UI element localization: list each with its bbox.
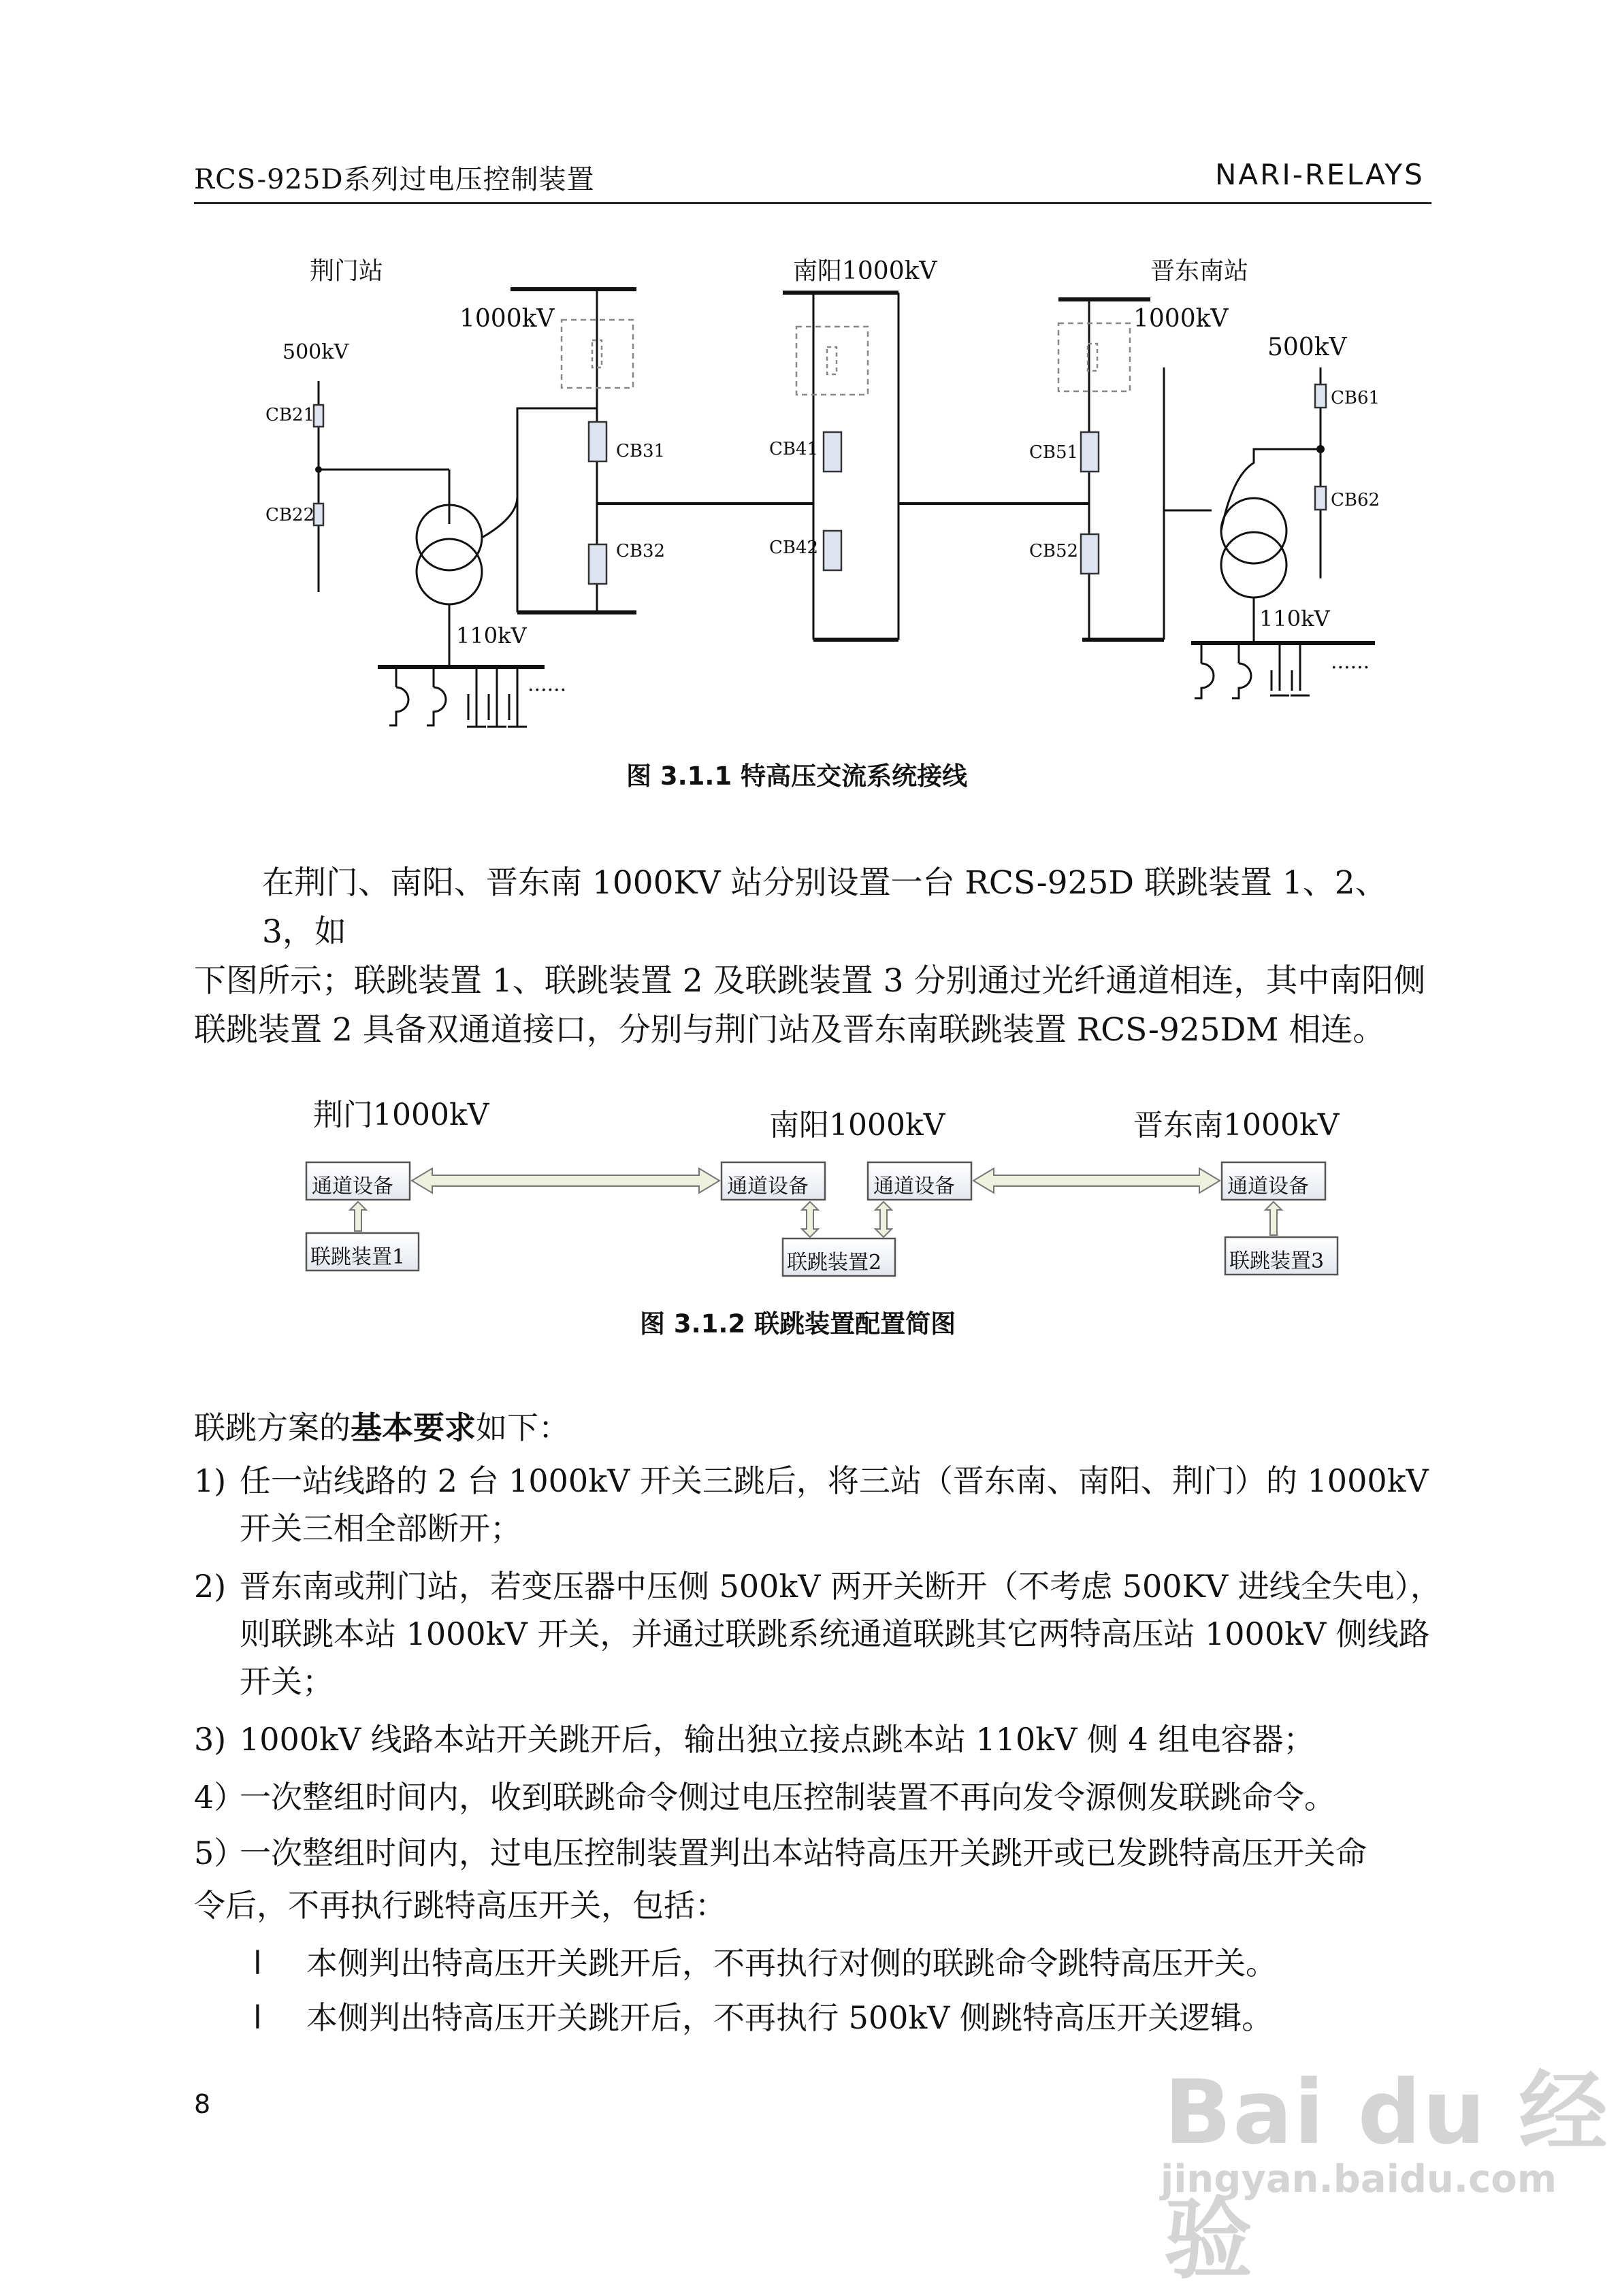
fig2-device-3: 联跳装置3 (1229, 1249, 1325, 1273)
requirement-4-num: 4） (194, 1779, 246, 1816)
requirement-1-line-2: 开关三相全部断开； (240, 1510, 521, 1547)
fig1-jd-110kv: 110kV (1259, 606, 1330, 632)
requirements-intro-c: 如下： (476, 1409, 570, 1446)
header-title: RCS-925D系列过电压控制装置 (194, 164, 595, 195)
paragraph-line-1: 在荆门、南阳、晋东南 1000KV 站分别设置一台 RCS-925D 联跳装置 1、2、3，如 (262, 864, 1387, 951)
requirement-4-line-1: 一次整组时间内，收到联跳命令侧过电压控制装置不再向发令源侧发联跳命令。 (240, 1779, 1335, 1816)
fig1-station-jindongnan: 晋东南站 (1150, 257, 1249, 285)
fig1-cb21: CB21 (265, 405, 315, 425)
bullet-2-mark: l (253, 1999, 262, 2036)
header-brand: NARI-RELAYS (1215, 158, 1425, 191)
fig1-jd-1000kv: 1000kV (1133, 305, 1229, 333)
fig2-device-1: 联跳装置1 (310, 1245, 406, 1269)
fig2-up-arrow-1 (350, 1202, 366, 1231)
fig2-device-2: 联跳装置2 (787, 1251, 882, 1275)
page-number: 8 (194, 2089, 211, 2119)
fig1-cb52: CB52 (1029, 541, 1079, 561)
requirement-1-num: 1) (194, 1462, 227, 1499)
paragraph-line-2: 下图所示；联跳装置 1、联跳装置 2 及联跳装置 3 分别通过光纤通道相连，其中南阳侧 (194, 962, 1426, 1000)
fig1-jd-more: ...... (1331, 650, 1370, 674)
fig2-title-jindongnan: 晋东南1000kV (1133, 1108, 1340, 1143)
fig1-cb22: CB22 (265, 505, 315, 525)
fig1-caption: 图 3.1.1 特高压交流系统接线 (626, 761, 968, 791)
requirements-intro-a: 联跳方案的 (194, 1409, 351, 1446)
fig1-cb51: CB51 (1029, 442, 1079, 463)
requirement-2-line-1: 晋东南或荆门站，若变压器中压侧 500kV 两开关断开（不考虑 500KV 进线全失电）， (240, 1568, 1442, 1605)
bullet-1-mark: l (253, 1945, 262, 1982)
requirement-5-line-2: 令后，不再执行跳特高压开关，包括： (194, 1887, 726, 1924)
requirement-2-line-3: 开关； (240, 1663, 334, 1700)
fig1-jm-1000kv: 1000kV (459, 305, 555, 333)
fig1-station-nanyang: 南阳1000kV (793, 257, 937, 285)
fig1-cb41: CB41 (769, 439, 819, 459)
fig1-cb31: CB31 (616, 441, 666, 461)
fig2-link-arrow-ny-jd (973, 1168, 1220, 1193)
fig2-channel-3: 通道设备 (873, 1175, 955, 1198)
fig1-station-jingmen: 荆门站 (310, 257, 384, 285)
fig1-cb42: CB42 (769, 538, 819, 558)
fig2-channel-4: 通道设备 (1227, 1175, 1309, 1198)
fig2-caption: 图 3.1.2 联跳装置配置简图 (640, 1309, 956, 1339)
fig1-jm-more: ...... (528, 672, 567, 696)
requirements-intro (194, 1404, 570, 1452)
requirements-intro-b: 基本要求 (351, 1409, 476, 1446)
fig1-cb32: CB32 (616, 541, 666, 561)
watermark-url: jingyan.baidu.com (1161, 2157, 1557, 2201)
requirement-5-line-1: 一次整组时间内，过电压控制装置判出本站特高压开关跳开或已发跳特高压开关命 (240, 1835, 1367, 1871)
bullet-1-text: 本侧判出特高压开关跳开后，不再执行对侧的联跳命令跳特高压开关。 (306, 1945, 1277, 1982)
fig2-bi-arrow-2a (802, 1202, 818, 1237)
fig2-up-arrow-3 (1265, 1202, 1282, 1235)
watermark-logo: Bai du 经验 (1164, 2061, 1609, 2291)
fig2-link-arrow-jm-ny (412, 1168, 719, 1193)
requirement-1-line-1: 任一站线路的 2 台 1000kV 开关三跳后，将三站（晋东南、南阳、荆门）的 1000kV (240, 1462, 1429, 1499)
fig1-jm-500kv: 500kV (282, 340, 349, 364)
fig2-channel-1: 通道设备 (312, 1175, 393, 1198)
fig1-jm-110kv: 110kV (456, 623, 527, 649)
fig2-title-jingmen: 荆门1000kV (313, 1098, 489, 1132)
requirement-2-num: 2) (194, 1568, 227, 1605)
requirement-3-num: 3) (194, 1721, 227, 1758)
requirement-3-line-1: 1000kV 线路本站开关跳开后，输出独立接点跳本站 110kV 侧 4 组电容器； (240, 1721, 1315, 1758)
requirement-2-line-2: 则联跳本站 1000kV 开关，并通过联跳系统通道联跳其它两特高压站 1000kV 侧线路 (240, 1616, 1430, 1652)
paragraph-line-3: 联跳装置 2 具备双通道接口，分别与荆门站及晋东南联跳装置 RCS-925DM 相连。 (194, 1011, 1385, 1049)
requirement-5-num: 5） (194, 1835, 246, 1871)
fig1-cb61: CB61 (1331, 388, 1380, 408)
fig1-jd-500kv: 500kV (1267, 333, 1347, 361)
fig2-title-nanyang: 南阳1000kV (769, 1108, 945, 1143)
fig2-channel-2: 通道设备 (727, 1175, 809, 1198)
fig2-bi-arrow-2b (875, 1202, 892, 1237)
fig1-cb62: CB62 (1331, 490, 1380, 510)
bullet-2-text: 本侧判出特高压开关跳开后，不再执行 500kV 侧跳特高压开关逻辑。 (306, 1999, 1274, 2036)
